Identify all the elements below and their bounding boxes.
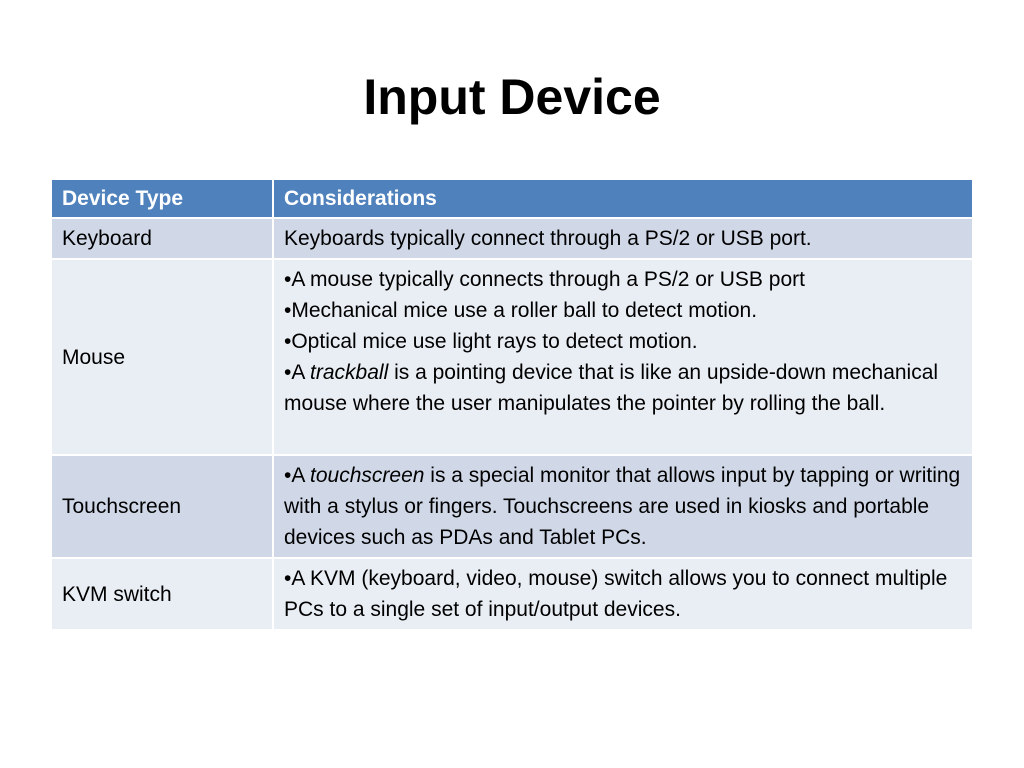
consideration-line: •A mouse typically connects through a PS/2 or USB port [284, 268, 805, 291]
consideration-line: •Mechanical mice use a roller ball to detect motion. [284, 299, 758, 322]
device-table [52, 180, 972, 631]
table-row-mouse [52, 259, 972, 455]
consideration-line: •Optical mice use light rays to detect motion. [284, 330, 698, 353]
considerations-cell [273, 558, 972, 630]
consideration-line: •A trackball is a pointing device that is like an upside-down mechanical mouse where the user manipulates the pointer by rolling the ball. [284, 361, 939, 415]
considerations-cell [273, 455, 972, 558]
header-row [52, 180, 972, 218]
considerations-cell [273, 218, 972, 259]
device-type-cell: KVM switch [52, 558, 273, 630]
consideration-line: •A KVM (keyboard, video, mouse) switch allows you to connect multiple PCs to a single set of input/output devices. [284, 567, 948, 621]
table-header [52, 180, 972, 218]
header-considerations: Considerations [273, 180, 972, 218]
consideration-line: Keyboards typically connect through a PS/2 or USB port. [284, 227, 812, 250]
device-type-cell: Keyboard [52, 218, 273, 259]
device-type-cell: Mouse [52, 259, 273, 455]
considerations-cell [273, 259, 972, 455]
device-type-cell: Touchscreen [52, 455, 273, 558]
table-row-kvm-switch [52, 558, 972, 630]
table-row-keyboard [52, 218, 972, 259]
header-device-type: Device Type [52, 180, 273, 218]
table-row-touchscreen [52, 455, 972, 558]
slide-title: Input Device [363, 69, 661, 125]
consideration-line: •A touchscreen is a special monitor that allows input by tapping or writing with a stylus or fingers. Touchscreens are used in kiosks and portable devices such as PDAs and Tablet PCs. [284, 464, 961, 549]
